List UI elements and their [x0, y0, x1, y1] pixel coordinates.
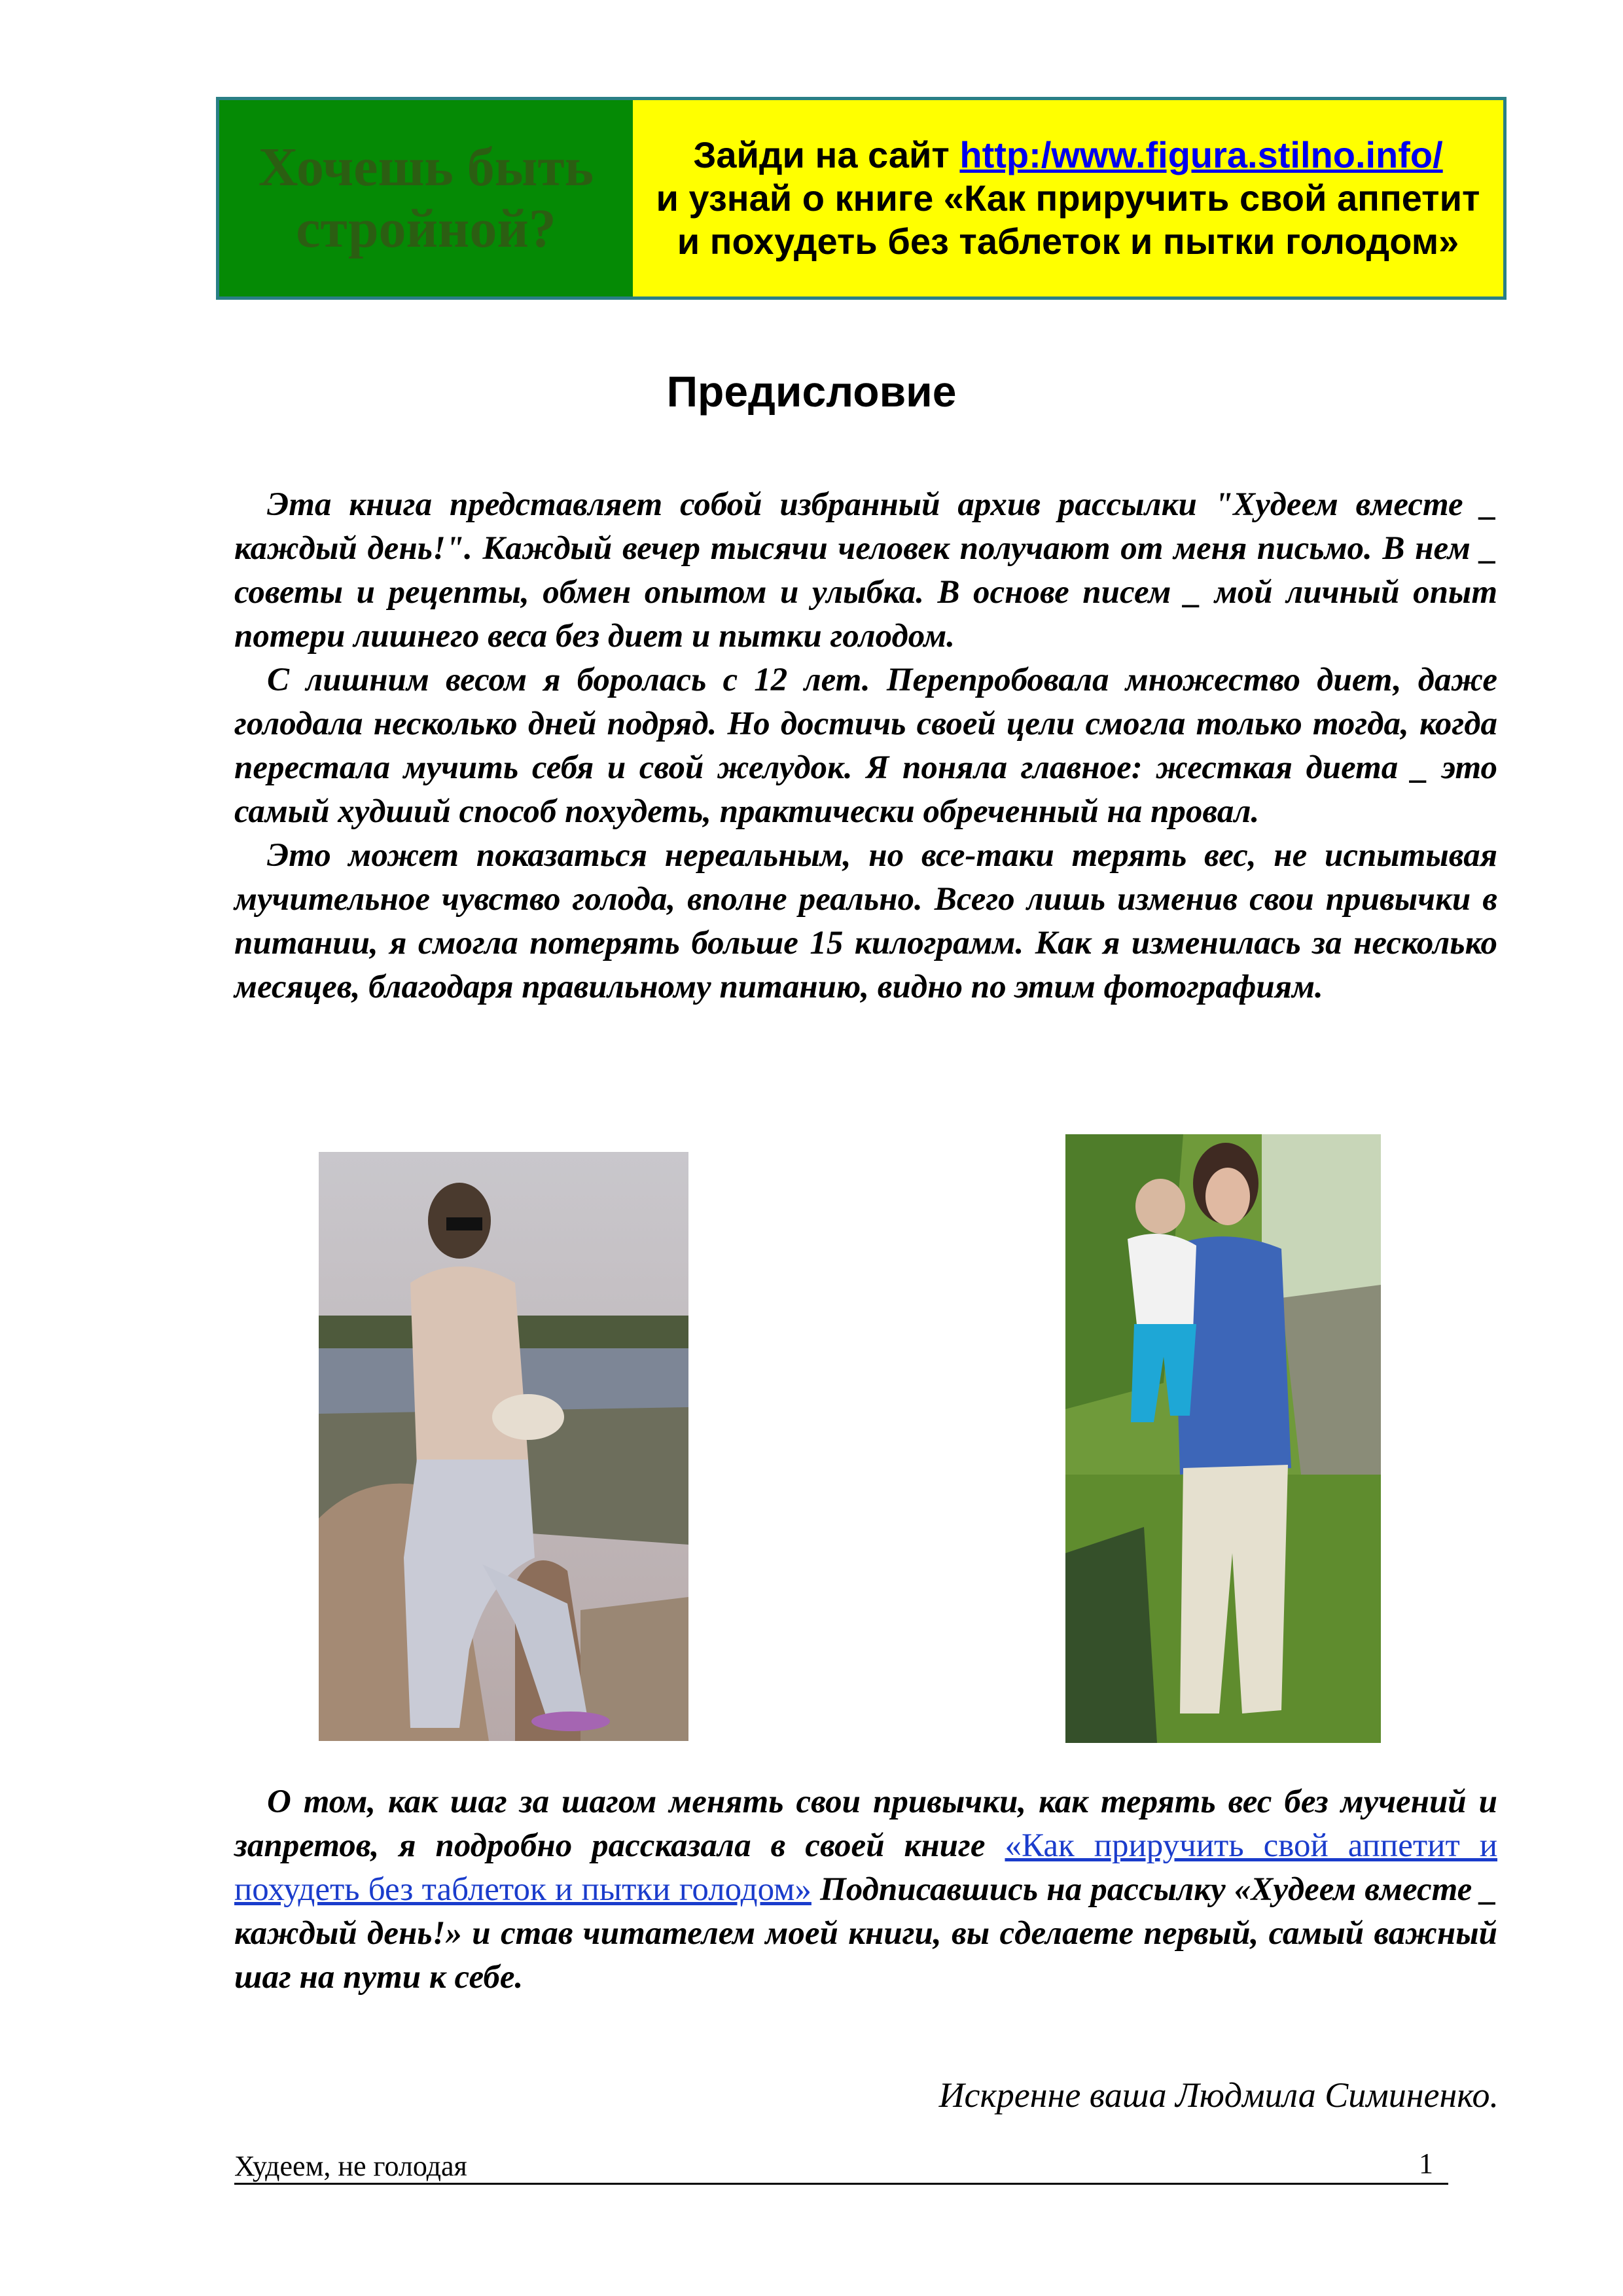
page-footer — [234, 2150, 1448, 2185]
book-link[interactable]: «Как приручить свой аппетит и похудеть без таблеток и пытки голодом» — [234, 1827, 1498, 1908]
outro-text — [234, 1780, 1497, 2000]
paragraph: С лишним весом я боролась с 12 лет. Перепробовала множество диет, даже голодала несколько дней подряд. Но достичь своей цели смогла только тогда, когда перестала мучить себя и свой желудок. Я поняла главное: жесткая диета _ это самый худший способ похудеть, практически обреченный на провал. — [234, 662, 1497, 830]
banner-site-line — [693, 134, 1442, 177]
photo-after — [1065, 1134, 1381, 1743]
outro-before-link: О том, как шаг за шагом менять свои привычки, как терять вес без мучений и запретов, я подробно рассказала в своей книге — [234, 1784, 1497, 1864]
promo-banner — [216, 97, 1507, 300]
banner-description: и узнай о книге «Как приручить свой аппетит и похудеть без таблеток и пытки голодом» — [656, 177, 1480, 262]
photo-before — [319, 1152, 688, 1741]
page-number: 1 — [1419, 2147, 1433, 2179]
paragraph — [234, 1780, 1497, 2000]
banner-prefix: Зайди на сайт — [693, 134, 950, 175]
intro-text — [234, 483, 1497, 1009]
signature: Искренне ваша Людмила Симиненко. — [938, 2075, 1499, 2115]
page-title: Предисловие — [666, 367, 957, 416]
outro-after-link: Подписавшись на рассылку «Худеем вместе _ каждый день!» и став читателем моей книги, вы сделаете первый, самый важный шаг на пути к себе. — [234, 1871, 1497, 1996]
paragraph: Эта книга представляет собой избранный архив рассылки "Худеем вместе _ каждый день!". Каждый вечер тысячи человек получают от меня письмо. В нем _ советы и рецепты, обмен опытом и улыбка. В основе писем _ мой личный опыт потери лишнего веса без диет и пытки голодом. — [234, 486, 1497, 655]
banner-left-panel — [219, 100, 633, 296]
banner-right-panel — [633, 100, 1503, 296]
banner-site-link[interactable]: http:/www.figura.stilno.info/ — [959, 134, 1443, 175]
banner-headline: Хочешь быть стройной? — [258, 137, 594, 259]
footer-text: Худеем, не голодая — [234, 2150, 467, 2182]
paragraph: Это может показаться нереальным, но все-таки терять вес, не испытывая мучительное чувство голода, вполне реально. Всего лишь изменив свои привычки в питании, я смогла потерять больше 15 килограмм. Как я изменилась за несколько месяцев, благодаря правильному питанию, видно по этим фотографиям. — [234, 837, 1497, 1005]
